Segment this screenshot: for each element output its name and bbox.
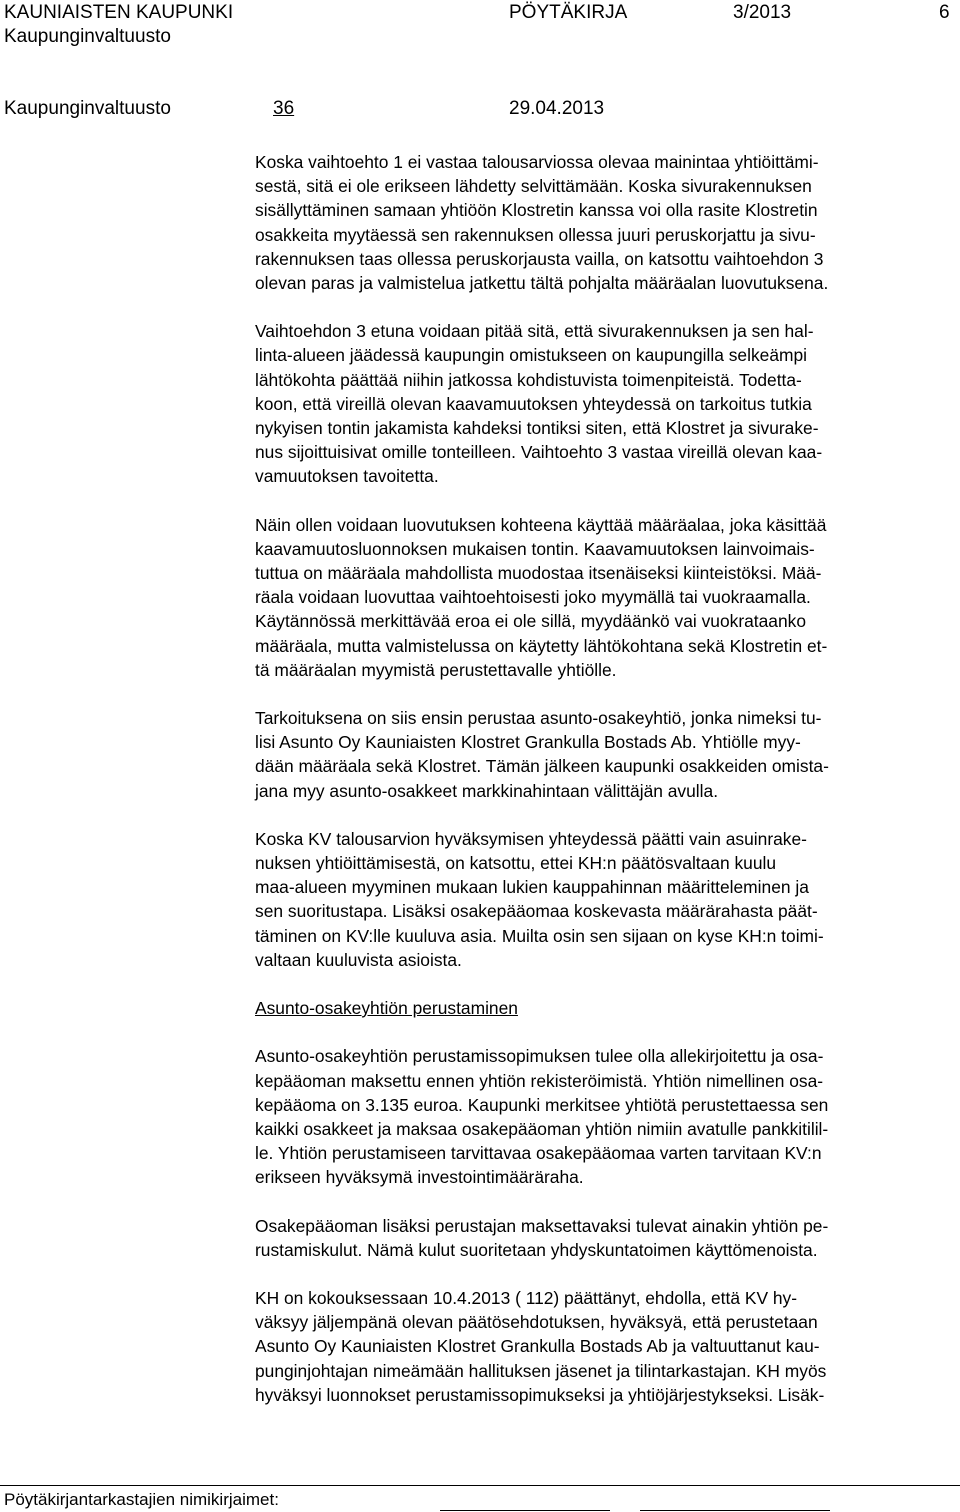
- paragraph-line: kaavamuutosluonnoksen mukaisen tontin. Kaavamuutoksen lainvoimais-: [255, 538, 815, 559]
- paragraph-line: rustamiskulut. Nämä kulut suoritetaan yhdyskuntatoimen käyttömenoista.: [255, 1239, 818, 1260]
- paragraph-line: kepääoma on 3.135 euroa. Kaupunki merkitsee yhtiötä perustettaessa sen: [255, 1094, 829, 1115]
- paragraph-line: määräala, mutta valmistelussa on käytetty lähtökohtana sekä Klostretin et-: [255, 635, 828, 656]
- section-subheading: [255, 996, 955, 1020]
- paragraph-line: sisällyttäminen samaan yhtiöön Klostretin kanssa voi olla rasite Klostretin: [255, 200, 818, 221]
- paragraph-line: Vaihtoehdon 3 etuna voidaan pitää sitä, että sivurakennuksen ja sen hal-: [255, 321, 814, 342]
- paragraph-line: sen suoritustapa. Lisäksi osakepääomaa koskevasta määrärahasta päät-: [255, 901, 818, 922]
- signature-label: Pöytäkirjantarkastajien nimikirjaimet:: [4, 1490, 279, 1509]
- paragraph-line: Koska KV talousarvion hyväksymisen yhteydessä päätti vain asuinrake-: [255, 828, 807, 849]
- signature-line: [640, 1510, 830, 1511]
- document-type: PÖYTÄKIRJA: [509, 2, 628, 23]
- paragraph-line: nykyisen tontin jakamista kahdeksi tontiksi siten, että Klostret ja sivurake-: [255, 418, 819, 439]
- body-paragraph: [255, 827, 955, 972]
- paragraph-line: koon, että vireillä olevan kaavamuutoksen yhteydessä on tarkoitus tutkia: [255, 393, 812, 414]
- paragraph-line: KH on kokouksessaan 10.4.2013 ( 112) päättänyt, ehdolla, että KV hy-: [255, 1287, 798, 1308]
- paragraph-line: osakkeita myytäessä sen rakennuksen ollessa juuri peruskorjattu ja sivu-: [255, 224, 816, 245]
- page-header: [0, 0, 960, 56]
- body-paragraph: [255, 319, 955, 488]
- session-date: 29.04.2013: [509, 98, 605, 119]
- paragraph-line: nuksen yhtiöittämisestä, on katsottu, ettei KH:n päätösvaltaan kuulu: [255, 853, 777, 874]
- signature-line: [440, 1510, 610, 1511]
- paragraph-line: le. Yhtiön perustamiseen tarvittavaa osakepääomaa varten tarvitaan KV:n: [255, 1143, 822, 1164]
- section-number: 36: [273, 98, 295, 119]
- paragraph-line: Tarkoituksena on siis ensin perustaa asunto-osakeyhtiö, jonka nimeksi tu-: [255, 708, 822, 729]
- paragraph-line: maa-alueen myyminen mukaan lukien kauppahinnan määritteleminen ja: [255, 877, 809, 898]
- paragraph-line: lisi Asunto Oy Kauniaisten Klostret Grankulla Bostads Ab. Yhtiölle myy-: [255, 732, 801, 753]
- body-paragraph: [255, 150, 955, 295]
- paragraph-line: hyväksyi luonnokset perustamissopimukseksi ja yhtiöjärjestykseksi. Lisäk-: [255, 1384, 825, 1405]
- paragraph-line: Asunto-osakeyhtiön perustamissopimuksen tulee olla allekirjoitettu ja osa-: [255, 1046, 824, 1067]
- organization-name: KAUNIAISTEN KAUPUNKI: [4, 2, 234, 23]
- paragraph-line: sestä, sitä ei ole erikseen lähdetty selvittämään. Koska sivurakennuksen: [255, 176, 812, 197]
- paragraph-line: räala voidaan luovuttaa vaihtoehtoisesti joko myymällä tai vuokraamalla.: [255, 587, 811, 608]
- paragraph-line: olevan paras ja valmistelua jatkettu tältä pohjalta määräalan luovutuksena.: [255, 273, 829, 294]
- paragraph-line: kepääoman maksettu ennen yhtiön rekisteröimistä. Yhtiön nimellinen osa-: [255, 1070, 824, 1091]
- paragraph-line: täminen on KV:lle kuuluva asia. Muilta osin sen sijaan on kyse KH:n toimi-: [255, 925, 824, 946]
- session-line: [0, 96, 960, 124]
- paragraph-line: erikseen hyväksymä investointimääräraha.: [255, 1167, 584, 1188]
- body-paragraph: [255, 1286, 955, 1407]
- paragraph-line: dään määräala sekä Klostret. Tämän jälkeen kaupunki osakkeiden omista-: [255, 756, 829, 777]
- paragraph-line: valtaan kuuluvista asioista.: [255, 949, 462, 970]
- body-paragraph: [255, 1044, 955, 1189]
- paragraph-line: Koska vaihtoehto 1 ei vastaa talousarviossa olevaa mainintaa yhtiöittämi-: [255, 152, 819, 172]
- body-paragraph: [255, 706, 955, 803]
- paragraph-line: Näin ollen voidaan luovutuksen kohteena käyttää määräalaa, joka käsittää: [255, 514, 827, 535]
- paragraph-line: vamuutoksen tavoitetta.: [255, 466, 439, 487]
- paragraph-line: jana myy asunto-osakkeet markkinahintaan välittäjän avulla.: [255, 780, 719, 801]
- body-paragraph: [255, 513, 955, 682]
- paragraph-line: väksyy jäljempänä olevan päätösehdotuksen, hyväksyä, että perustetaan: [255, 1312, 818, 1333]
- paragraph-line: tuttua on määräala mahdollista muodostaa itsenäiseksi kiinteistöksi. Mää-: [255, 563, 822, 584]
- paragraph-line: Asunto Oy Kauniaisten Klostret Grankulla Bostads Ab ja valtuuttanut kau-: [255, 1336, 820, 1357]
- session-body: Kaupunginvaltuusto: [4, 98, 171, 119]
- page-footer: [0, 1488, 960, 1512]
- paragraph-line: punginjohtajan nimeämään hallituksen jäsenet ja tilintarkastajan. KH myös: [255, 1360, 827, 1381]
- subheading-text: Asunto-osakeyhtiön perustaminen: [255, 998, 518, 1019]
- paragraph-line: Osakepääoman lisäksi perustajan maksettavaksi tulevat ainakin yhtiön pe-: [255, 1215, 829, 1236]
- governing-body: Kaupunginvaltuusto: [4, 26, 171, 47]
- paragraph-line: rakennuksen taas ollessa peruskorjausta vailla, on katsottu vaihtoehdon 3: [255, 248, 824, 269]
- body-paragraph: [255, 1214, 955, 1262]
- paragraph-line: Käytännössä merkittävää eroa ei ole sillä, myydäänkö vai vuokrataanko: [255, 611, 806, 632]
- paragraph-line: kaikki osakkeet ja maksaa osakepääoman yhtiön nimiin avatulle pankkitilil-: [255, 1118, 829, 1139]
- footer-divider: [0, 1485, 960, 1486]
- document-number: 3/2013: [733, 2, 792, 23]
- paragraph-line: linta-alueen jäädessä kaupungin omistukseen on kaupungilla selkeämpi: [255, 345, 808, 366]
- page-number: 6: [939, 2, 950, 23]
- document-body: [255, 150, 955, 1431]
- paragraph-line: lähtökohta päättää niihin jatkossa kohdistuvista toimenpiteistä. Todetta-: [255, 369, 802, 390]
- paragraph-line: tä määräalan myymistä perustettavalle yhtiölle.: [255, 659, 617, 680]
- paragraph-line: nus sijoittuisivat omille tonteilleen. Vaihtoehto 3 vastaa vireillä olevan kaa-: [255, 442, 823, 463]
